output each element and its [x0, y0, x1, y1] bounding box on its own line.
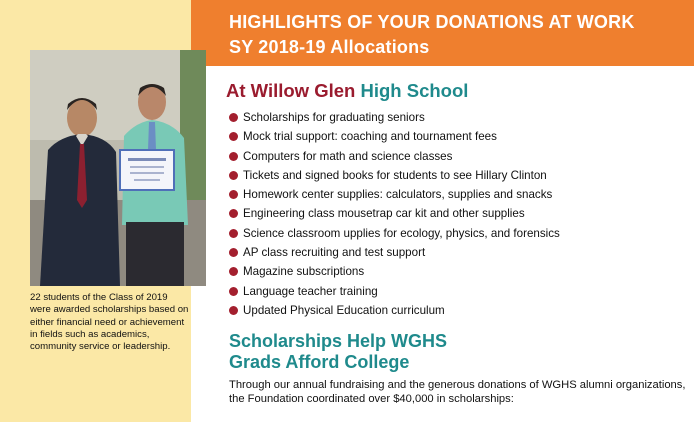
list-item-text: Science classroom upplies for ecology, physics, and forensics: [243, 226, 560, 240]
scholarships-body: Through our annual fundraising and the generous donations of WGHS alumni organizations, the Foundation coordinated over $40,000 in scholarships:: [229, 379, 686, 405]
scholarship-photo: [30, 50, 206, 286]
bullet-icon: [229, 190, 238, 199]
list-item-text: Magazine subscriptions: [243, 265, 365, 279]
bullet-icon: [229, 113, 238, 122]
page-title: HIGHLIGHTS OF YOUR DONATIONS AT WORK: [229, 12, 635, 32]
list-item-text: Tickets and signed books for students to see Hillary Clinton: [243, 168, 547, 182]
list-item: [229, 282, 560, 301]
list-item-text: AP class recruiting and test support: [243, 246, 426, 260]
bullet-icon: [229, 248, 238, 257]
bullet-icon: [229, 287, 238, 296]
school-heading-part2: High School: [360, 80, 469, 101]
bullet-icon: [229, 229, 238, 238]
allocations-list: [229, 108, 560, 320]
school-heading: [226, 80, 468, 102]
list-item-text: Engineering class mousetrap car kit and other supplies: [243, 207, 525, 221]
bullet-icon: [229, 171, 238, 180]
school-heading-part1: At Willow Glen: [226, 80, 356, 101]
list-item-text: Computers for math and science classes: [243, 149, 453, 163]
list-item-text: Language teacher training: [243, 284, 378, 298]
list-item-text: Mock trial support: coaching and tournament fees: [243, 130, 497, 144]
bullet-icon: [229, 306, 238, 315]
scholarships-heading: [229, 331, 447, 373]
list-item: [229, 204, 560, 223]
bullet-icon: [229, 209, 238, 218]
bullet-icon: [229, 267, 238, 276]
list-item: [229, 108, 560, 127]
scholarships-heading-line2: Grads Afford College: [229, 352, 410, 372]
list-item-text: Scholarships for graduating seniors: [243, 111, 425, 124]
list-item: [229, 262, 560, 281]
list-item-text: Homework center supplies: calculators, supplies and snacks: [243, 188, 553, 202]
page-subtitle: SY 2018-19 Allocations: [229, 37, 430, 57]
list-item: [229, 166, 560, 185]
list-item: [229, 243, 560, 262]
photo-caption: 22 students of the Class of 2019 were awarded scholarships based on either financial need or achievement in fields such as academics, community service or leadership.: [30, 292, 189, 353]
scholarships-heading-line1: Scholarships Help WGHS: [229, 331, 448, 351]
list-item: [229, 301, 560, 320]
list-item-text: Updated Physical Education curriculum: [243, 303, 445, 317]
bullet-icon: [229, 132, 238, 141]
list-item: [229, 185, 560, 204]
list-item: [229, 127, 560, 146]
list-item: [229, 147, 560, 166]
list-item: [229, 224, 560, 243]
bullet-icon: [229, 152, 238, 161]
